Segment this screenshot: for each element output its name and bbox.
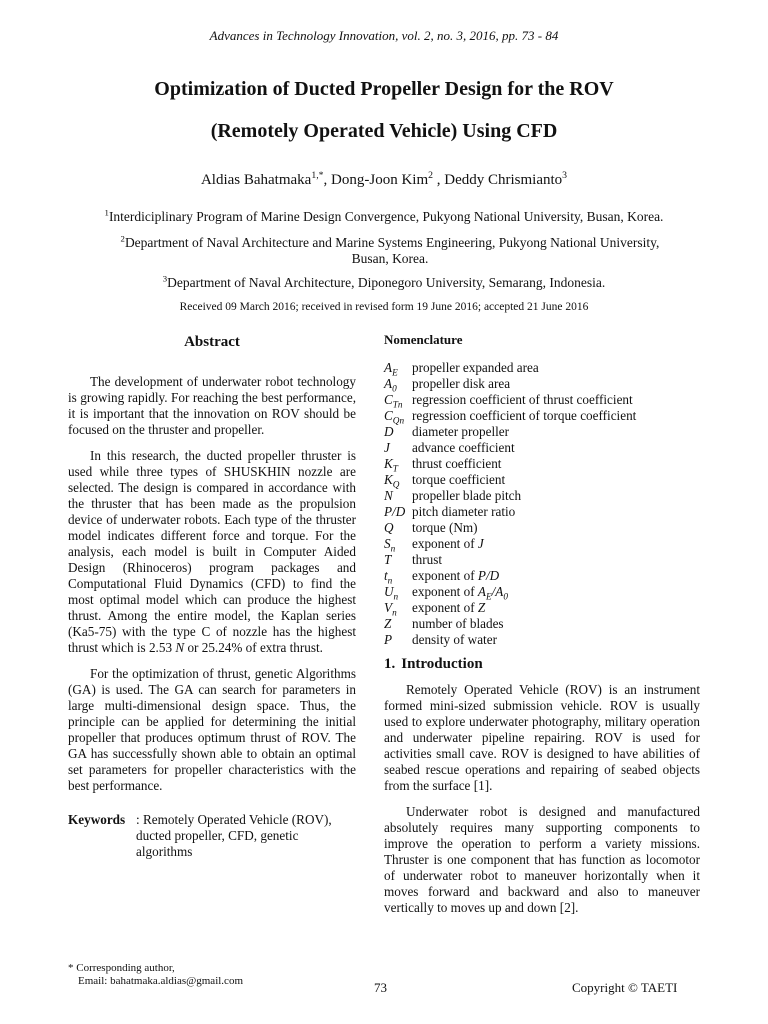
nomenclature-symbol <box>384 456 412 472</box>
nomenclature-symbol <box>384 568 412 584</box>
nomenclature-definition: exponent of Z <box>412 600 486 615</box>
nomenclature-symbol <box>384 520 412 536</box>
keywords-text: : Remotely Operated Vehicle (ROV), ducted propeller, CFD, genetic algorithms <box>136 812 332 859</box>
affiliation-3 <box>60 275 708 291</box>
author-affiliation-mark: 2 <box>428 170 433 181</box>
nomenclature-item <box>384 520 700 536</box>
nomenclature-item <box>384 456 700 472</box>
author-affiliation-mark: 3 <box>562 170 568 181</box>
nomenclature-item <box>384 600 700 616</box>
nomenclature-item <box>384 552 700 568</box>
symbol-subscript: Tn <box>392 399 403 410</box>
journal-header: Advances in Technology Innovation, vol. 2, no. 3, 2016, pp. 73 - 84 <box>209 28 559 43</box>
introduction-paragraph: Remotely Operated Vehicle (ROV) is an instrument formed mini-sized submission vehicle. ROV is usually used to explore underwater photography, military operation and underwater pipeline repairing. ROV is used for activities small cave. ROV is designed to have abilities of seabed rescue operations and repairing of seabed objects from the surface [1]. <box>384 682 700 793</box>
affiliation-mark: 2 <box>120 233 125 244</box>
symbol-subscript: Q <box>392 479 400 490</box>
nomenclature-item <box>384 584 700 600</box>
nomenclature-symbol <box>384 504 412 520</box>
symbol-base: U <box>384 584 394 599</box>
nomenclature-item <box>384 488 700 504</box>
symbol-subscript: 0 <box>392 383 397 394</box>
symbol-base: Q <box>384 520 394 535</box>
section-title: Introduction <box>401 656 483 672</box>
nomenclature-symbol <box>384 552 412 568</box>
nomenclature-definition: propeller expanded area <box>412 360 539 375</box>
corresponding-author-footnote <box>68 962 243 988</box>
symbol-base: C <box>384 408 393 423</box>
paper-title-line-2: (Remotely Operated Vehicle) Using CFD <box>210 120 558 142</box>
keywords <box>68 812 356 860</box>
nomenclature-symbol <box>384 360 412 376</box>
author-name: Aldias Bahatmaka <box>200 172 312 188</box>
nomenclature-definition: number of blades <box>412 616 504 631</box>
nomenclature-definition: exponent of P/D <box>412 568 500 583</box>
nomenclature-item <box>384 392 700 408</box>
nomenclature-definition: density of water <box>412 632 497 647</box>
affiliation-text: Department of Naval Architecture and Marine Systems Engineering, Pukyong National University, Busan, Korea. <box>124 235 660 266</box>
abstract-text: In this research, the ducted propeller thruster is used while three types of SHUSKHIN nozzle are selected. The design is compared in accordance with the thruster that has been made as the propulsion device of underwater robots. Each type of the thruster model indicates different force and torque. For the analysis, each model is built in Computer Aided Design (Rhinoceros) program packages and Computational Fluid Dynamics (CFD) to find the most optimal model which can produce the highest thrust. Among the entire model, the Kaplan series (Ka5-75) with the type C of nozzle has the highest thrust which is 2.53 <box>68 448 356 655</box>
nomenclature-definition: torque (Nm) <box>412 520 478 535</box>
symbol-subscript: E <box>392 367 398 378</box>
nomenclature-list <box>384 360 700 648</box>
page-number: 73 <box>374 980 387 995</box>
nomenclature-item <box>384 536 700 552</box>
nomenclature-definition: regression coefficient of torque coefficient <box>412 408 637 423</box>
corresponding-email[interactable]: Email: bahatmaka.aldias@gmail.com <box>78 975 243 987</box>
author-list <box>0 172 768 189</box>
symbol-base: N <box>384 488 393 503</box>
nomenclature-item <box>384 424 700 440</box>
keywords-label: Keywords <box>68 812 126 827</box>
nomenclature-symbol <box>384 536 412 552</box>
symbol-base: A <box>384 360 393 375</box>
nomenclature-symbol <box>384 376 412 392</box>
symbol-base: K <box>384 472 393 487</box>
symbol-base: S <box>384 536 391 551</box>
nomenclature-item <box>384 360 700 376</box>
nomenclature-definition: torque coefficient <box>412 472 506 487</box>
nomenclature-definition: propeller disk area <box>412 376 511 391</box>
nomenclature-item <box>384 632 700 648</box>
nomenclature-item <box>384 568 700 584</box>
symbol-base: Z <box>384 616 392 631</box>
nomenclature-symbol <box>384 440 412 456</box>
corresponding-label: * Corresponding author, <box>68 962 175 974</box>
abstract-paragraph: The development of underwater robot technology is growing rapidly. For reaching the best performance, it is important that the innovation on ROV should be focused on the thruster and propeller. <box>68 374 356 437</box>
author-separator: , <box>433 172 445 188</box>
symbol-subscript: T <box>392 463 398 474</box>
nomenclature-symbol <box>384 600 412 616</box>
author-name: Deddy Chrismianto <box>444 172 563 188</box>
right-column <box>384 332 700 926</box>
nomenclature-symbol <box>384 392 412 408</box>
nomenclature-heading: Nomenclature <box>384 332 463 347</box>
abstract-unit: N <box>175 640 185 655</box>
section-heading-introduction <box>384 656 700 672</box>
symbol-base: A <box>384 376 393 391</box>
nomenclature-definition: pitch diameter ratio <box>412 504 516 519</box>
submission-dates: Received 09 March 2016; received in revised form 19 June 2016; accepted 21 June 2016 <box>179 301 589 313</box>
nomenclature-item <box>384 408 700 424</box>
nomenclature-item <box>384 504 700 520</box>
affiliation-text: Department of Naval Architecture, Diponegoro University, Semarang, Indonesia. <box>167 275 606 290</box>
abstract-text: or 25.24% of extra thrust. <box>184 640 323 655</box>
abstract-column <box>68 334 356 860</box>
nomenclature-item <box>384 376 700 392</box>
abstract-paragraph: For the optimization of thrust, genetic Algorithms (GA) is used. The GA can search for parameters in large multi-dimensional design space. Thus, the principle can be applied for determining the initial propeller that produces optimum thrust of ROV. The GA has successfully shown able to obtain an optimal set parameters for propeller characteristics with the best performance. <box>68 666 356 793</box>
nomenclature-symbol <box>384 632 412 648</box>
copyright-notice: Copyright © TAETI <box>572 980 678 995</box>
symbol-base: P <box>384 632 393 647</box>
nomenclature-symbol <box>384 408 412 424</box>
abstract-paragraph <box>68 448 356 656</box>
symbol-base: P/D <box>384 504 406 519</box>
symbol-base: T <box>384 552 392 567</box>
symbol-base: D <box>384 424 394 439</box>
symbol-subscript: n <box>392 607 397 618</box>
nomenclature-symbol <box>384 488 412 504</box>
affiliation-mark: 3 <box>162 273 168 284</box>
affiliation-text: Interdiciplinary Program of Marine Design Convergence, Pukyong National University, Busan, Korea. <box>108 209 664 224</box>
nomenclature-definition: exponent of $A_E/A_0$ <box>412 584 508 602</box>
nomenclature-item <box>384 440 700 456</box>
nomenclature-definition: thrust <box>412 552 443 567</box>
author-name: Dong-Joon Kim <box>331 172 429 188</box>
author-affiliation-mark: 1,* <box>311 170 324 181</box>
nomenclature-item <box>384 616 700 632</box>
nomenclature-definition: regression coefficient of thrust coefficient <box>412 392 633 407</box>
nomenclature-definition: exponent of J <box>412 536 484 551</box>
introduction-paragraph: Underwater robot is designed and manufactured absolutely requires many supporting components to improve the operation to perform a variety missions. Thruster is one component that has function as locomotor of underwater robot to maneuver horizontally when it moves forward and backward and also to maneuver vertically to moves up and down [2]. <box>384 804 700 915</box>
nomenclature-definition: propeller blade pitch <box>412 488 522 503</box>
author-separator: , <box>323 172 332 188</box>
section-number: 1. <box>384 656 396 672</box>
symbol-subscript: n <box>387 575 393 586</box>
symbol-base: t <box>384 568 388 583</box>
nomenclature-definition: advance coefficient <box>412 440 515 455</box>
symbol-base: V <box>384 600 393 615</box>
symbol-subscript: Qn <box>392 415 405 426</box>
nomenclature-symbol <box>384 616 412 632</box>
symbol-subscript: n <box>390 543 396 554</box>
symbol-base: C <box>384 392 393 407</box>
nomenclature-definition: diameter propeller <box>412 424 510 439</box>
nomenclature-symbol <box>384 584 412 600</box>
affiliation-2 <box>110 235 670 267</box>
nomenclature-symbol <box>384 424 412 440</box>
nomenclature-symbol <box>384 472 412 488</box>
symbol-subscript: n <box>393 591 399 602</box>
symbol-base: K <box>384 456 393 471</box>
paper-title-line-1: Optimization of Ducted Propeller Design for the ROV <box>154 78 614 100</box>
affiliation-mark: 1 <box>104 207 109 218</box>
abstract-heading: Abstract <box>184 334 240 350</box>
nomenclature-item <box>384 472 700 488</box>
affiliation-1 <box>60 209 708 225</box>
symbol-base: J <box>384 440 390 455</box>
nomenclature-definition: thrust coefficient <box>412 456 502 471</box>
